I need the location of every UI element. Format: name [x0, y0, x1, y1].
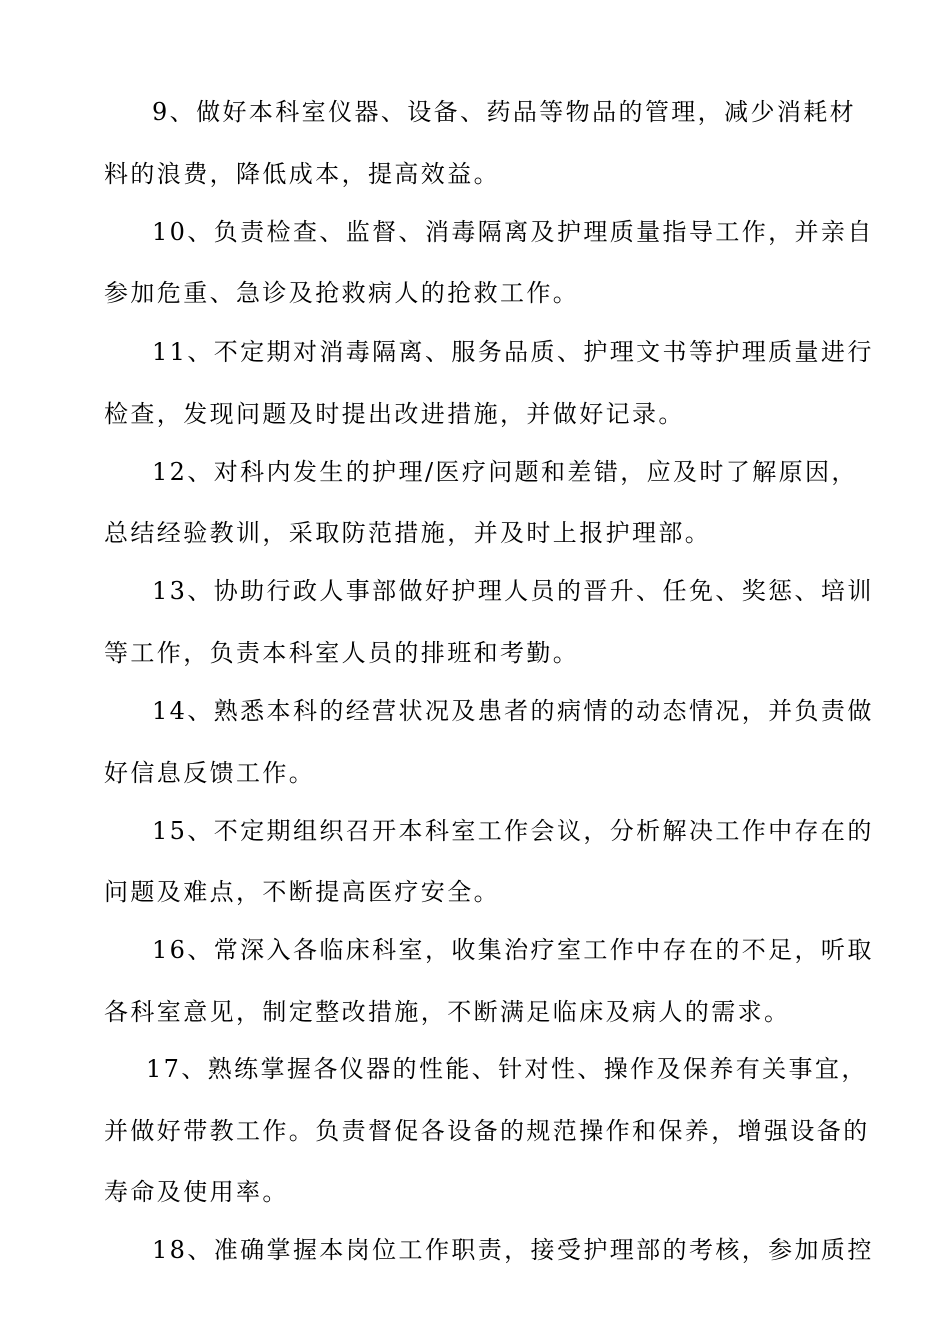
item-9-line-1: 9、做好本科室仪器、设备、药品等物品的管理，减少消耗材 — [152, 98, 857, 126]
item-14-line-2: 好信息反馈工作。 — [104, 759, 316, 787]
item-14-line-1: 14、熟悉本科的经营状况及患者的病情的动态情况，并负责做 — [152, 697, 874, 725]
item-11-line-2: 检查，发现问题及时提出改进措施，并做好记录。 — [104, 400, 685, 428]
item-15-line-1: 15、不定期组织召开本科室工作会议，分析解决工作中存在的 — [152, 817, 874, 845]
item-17-line-1: 17、熟练掌握各仪器的性能、针对性、操作及保养有关事宜， — [146, 1055, 868, 1083]
item-16-line-1: 16、常深入各临床科室，收集治疗室工作中存在的不足，听取 — [152, 936, 874, 964]
item-16-line-2: 各科室意见，制定整改措施，不断满足临床及病人的需求。 — [104, 998, 791, 1026]
item-10-line-1: 10、负责检查、监督、消毒隔离及护理质量指导工作，并亲自 — [152, 218, 874, 246]
item-17-line-3: 寿命及使用率。 — [104, 1178, 289, 1206]
item-10-line-2: 参加危重、急诊及抢救病人的抢救工作。 — [104, 279, 580, 307]
item-15-line-2: 问题及难点，不断提高医疗安全。 — [104, 878, 500, 906]
item-13-line-1: 13、协助行政人事部做好护理人员的晋升、任免、奖惩、培训 — [152, 577, 874, 605]
item-13-line-2: 等工作，负责本科室人员的排班和考勤。 — [104, 639, 580, 667]
item-17-line-2: 并做好带教工作。负责督促各设备的规范操作和保养，增强设备的 — [104, 1117, 870, 1145]
item-12-line-1: 12、对科内发生的护理/医疗问题和差错，应及时了解原因， — [152, 458, 858, 486]
item-18-line-1: 18、准确掌握本岗位工作职责，接受护理部的考核，参加质控 — [152, 1236, 874, 1264]
item-11-line-1: 11、不定期对消毒隔离、服务品质、护理文书等护理质量进行 — [152, 338, 874, 366]
item-9-line-2: 料的浪费，降低成本，提高效益。 — [104, 160, 500, 188]
item-12-line-2: 总结经验教训，采取防范措施，并及时上报护理部。 — [104, 519, 712, 547]
